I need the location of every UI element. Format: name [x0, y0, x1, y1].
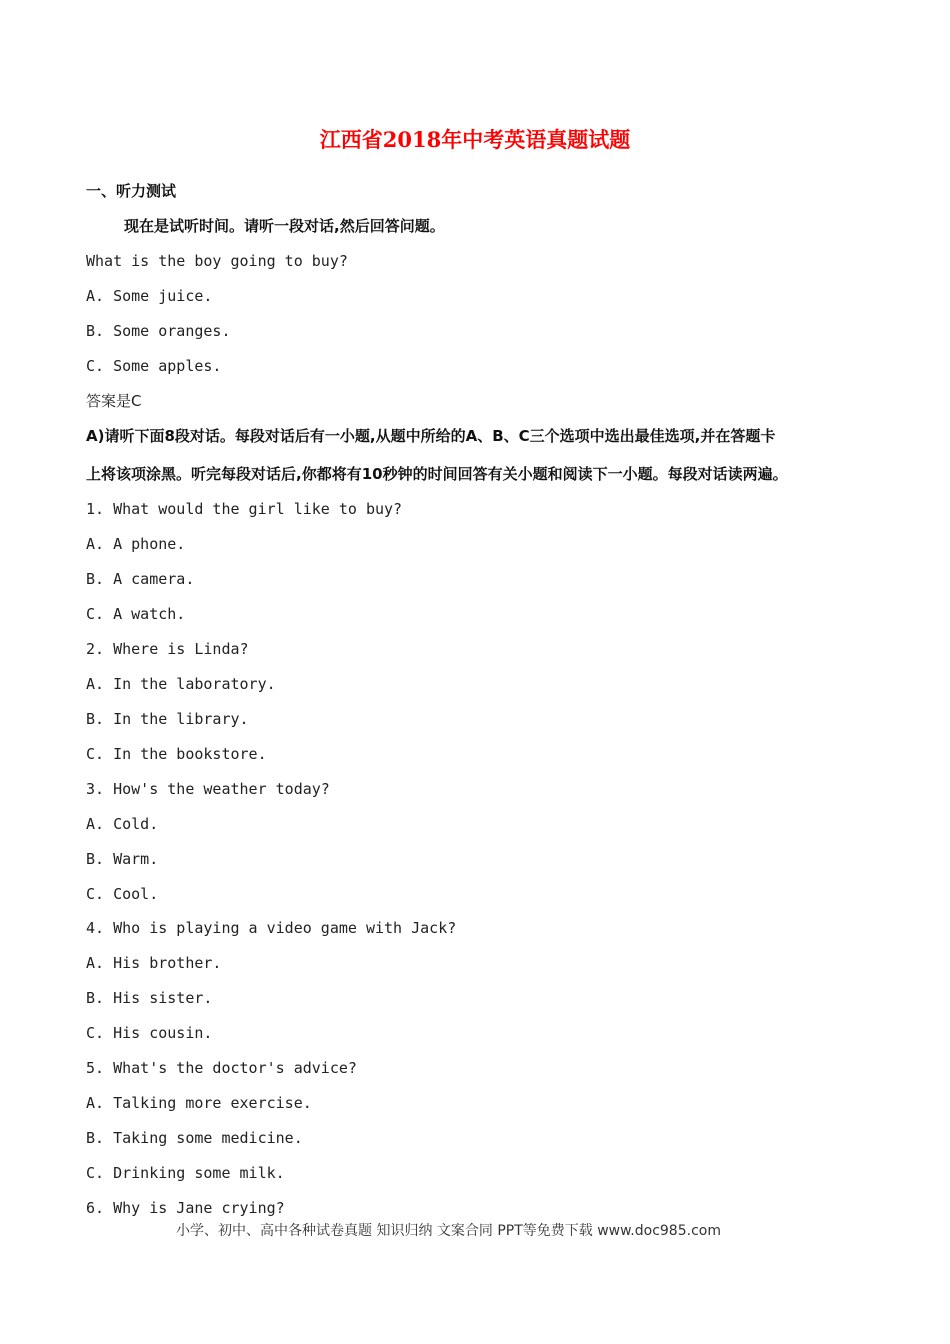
question-text: 1. What would the girl like to buy?: [86, 500, 403, 518]
question-option: C. In the bookstore.: [86, 745, 267, 763]
part-a-instruction: 上将该项涂黑。听完每段对话后,你都将有10秒钟的时间回答有关小题和阅读下一小题。每段对话读两遍。: [86, 465, 788, 483]
question-option: A. A phone.: [86, 535, 186, 553]
question-option: B. A camera.: [86, 570, 195, 588]
question-option: A. Cold.: [86, 815, 159, 833]
question-option: C. A watch.: [86, 605, 186, 623]
page-footer: 小学、初中、高中各种试卷真题 知识归纳 文案合同 PPT等免费下载 www.doc985.com: [176, 1223, 721, 1239]
sample-intro: 现在是试听时间。请听一段对话,然后回答问题。: [124, 217, 445, 235]
question-option: C. Cool.: [86, 885, 159, 903]
question-option: B. His sister.: [86, 989, 213, 1007]
question-text: 5. What's the doctor's advice?: [86, 1059, 357, 1077]
section-heading: 一、听力测试: [86, 182, 177, 200]
question-option: A. His brother.: [86, 954, 222, 972]
sample-option: C. Some apples.: [86, 357, 222, 375]
question-option: A. In the laboratory.: [86, 675, 276, 693]
sample-question: What is the boy going to buy?: [86, 252, 348, 270]
sample-option: A. Some juice.: [86, 287, 213, 305]
question-option: B. In the library.: [86, 710, 249, 728]
sample-answer: 答案是C: [86, 392, 142, 410]
page-title: 江西省2018年中考英语真题试题: [319, 127, 631, 152]
question-option: B. Taking some medicine.: [86, 1129, 303, 1147]
part-a-instruction: A)请听下面8段对话。每段对话后有一小题,从题中所给的A、B、C三个选项中选出最佳选项,并在答题卡: [86, 427, 776, 445]
question-text: 6. Why is Jane crying?: [86, 1199, 285, 1217]
question-option: A. Talking more exercise.: [86, 1094, 312, 1112]
question-option: C. Drinking some milk.: [86, 1164, 285, 1182]
question-option: B. Warm.: [86, 850, 159, 868]
question-option: C. His cousin.: [86, 1024, 213, 1042]
question-text: 3. How's the weather today?: [86, 780, 330, 798]
question-text: 4. Who is playing a video game with Jack?: [86, 919, 457, 937]
sample-option: B. Some oranges.: [86, 322, 231, 340]
question-text: 2. Where is Linda?: [86, 640, 249, 658]
